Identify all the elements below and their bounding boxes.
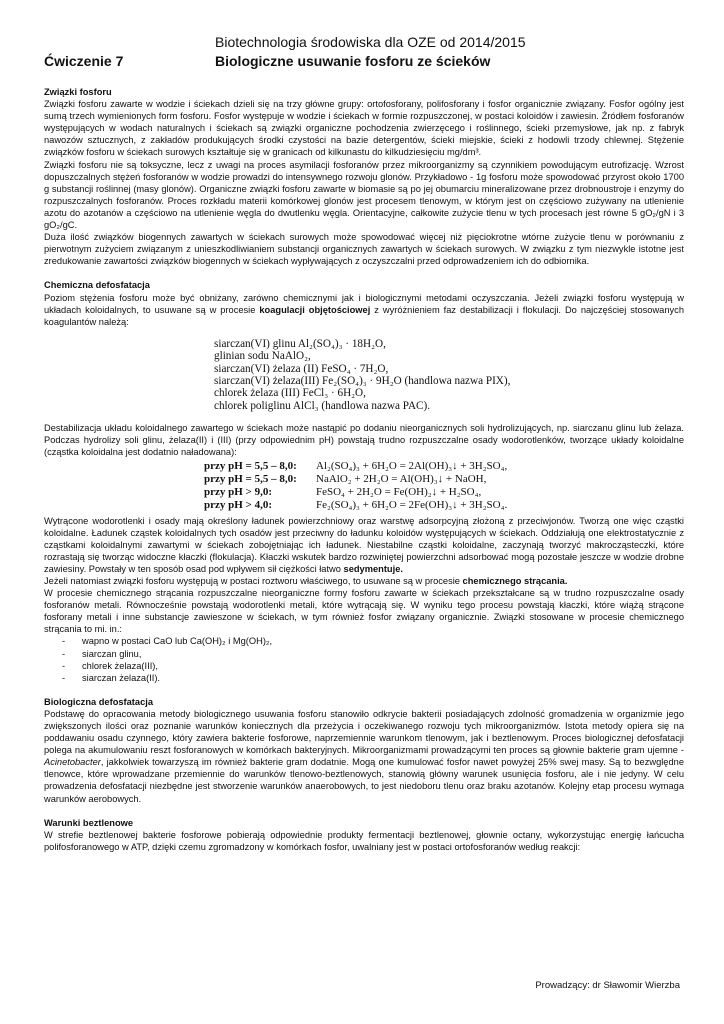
exercise-title: Biologiczne usuwanie fosforu ze ścieków bbox=[215, 53, 491, 69]
paragraph: W procesie chemicznego strącania rozpuszczalne nieorganiczne formy fosforu zawarte w ściekach przekształcane są w trudno rozpuszczalne osady fosforanów metali. Równocześnie powstają wodorotlenki metali, które wytrącają się. W wyniku tego procesu powstają kłaczki, które wiążą strącone fosforany metali i inne substancje zawieszone w ściekach, w tym również fosfor związany organicznie. Związki stosowane w procesie chemicznego strącania to mi. in.: bbox=[44, 588, 684, 635]
bold-term: chemicznego strącania. bbox=[462, 575, 568, 586]
list-item: - siarczan żelaza(II). bbox=[62, 672, 684, 684]
reaction-row bbox=[204, 460, 684, 473]
reaction-equation: Al₂(SO₄)₃ + 6H₂O = 2Al(OH)₃↓ + 3H₂SO₄, bbox=[316, 459, 508, 472]
reaction-condition: przy pH > 4,0: bbox=[204, 498, 272, 511]
paragraph: W strefie beztlenowej bakterie fosforowe pobierają odpowiednie produkty fermentacji beztlenowej, głownie octany, wykorzystując energię łańcucha polifosforanowego w ATP, dzięki czemu zgromadzony w komórkach fosfor, uwalniany jest w postaci ortofosforanów według reakcji: bbox=[44, 829, 684, 852]
list-item: - chlorek żelaza(III), bbox=[62, 660, 684, 672]
reaction-equation: NaAlO₂ + 2H₂O = Al(OH)₃↓ + NaOH, bbox=[316, 472, 487, 485]
reaction-condition: przy pH = 5,5 – 8,0: bbox=[204, 472, 297, 485]
paragraph: Związki fosforu nie są toksyczne, lecz z uwagi na proces asymilacji fosforanów przez mikroorganizmy są czynnikiem powodującym eutrofizację. Wzrost dopuszczalnych stężeń fosforanów w wodzie prowadzi do intensywnego rozwoju glonów. Przykładowo - 1g fosforu może spowodować przyrost około 1700 g substancji roślinnej (masy glonów). Organiczne związki fosforu zawarte w biomasie są po jej obumarciu mineralizowane przez drobnoustroje i enzymy do rozpuszczalnych fosforanów. Proces rozkładu materii komórkowej glonów jest procesem tlenowym, w którym jest on częściowo zużywany na utlenienie azotu do azotanów a częściowo na utlenienie węgla do dwutlenku węgla. Orientacyjne, całkowite zużycie tlenu w tych procesach jest równe 5 gO₂/gN i 3 gO₂/gC. bbox=[44, 159, 684, 231]
coagulant-item: glinian sodu NaAlO₂, bbox=[214, 350, 311, 363]
reaction-equation: Fe₂(SO₄)₃ + 6H₂O = 2Fe(OH)₃↓ + 3H₂SO₄. bbox=[316, 498, 508, 511]
exercise-number: Ćwiczenie 7 bbox=[44, 53, 124, 69]
section-heading-chemical-defosfatation: Chemiczna defosfatacja bbox=[44, 280, 150, 291]
bold-term: koagulacji objętościowej bbox=[259, 304, 371, 315]
section-heading-phosphorus-compounds: Związki fosforu bbox=[44, 87, 112, 97]
coagulant-list bbox=[214, 338, 684, 412]
reaction-condition: przy pH = 5,5 – 8,0: bbox=[204, 459, 297, 472]
reaction-condition: przy pH > 9,0: bbox=[204, 485, 272, 498]
italic-term: Acinetobacter bbox=[44, 757, 101, 768]
paragraph: Destabilizacja układu koloidalnego zawartego w ściekach może nastąpić po dodaniu nieorganicznych soli hydrolizujących, np. siarczanu glinu lub żelaza. Podczas hydrolizy soli glinu, żelaza(II) i (III) (przy odpowiednim pH) powstają trudno rozpuszczalne osady wodorotlenków, tworzące układy koloidalne (cząstka koloidalna jest dodatnio naładowana): bbox=[44, 423, 684, 458]
paragraph: Jeżeli natomiast związki fosforu występują w postaci roztworu właściwego, to usuwane są w procesie chemicznego strącania. bbox=[44, 575, 568, 586]
document-body bbox=[44, 86, 684, 853]
paragraph: Podstawę do opracowania metody biologicznego usuwania fosforu stanowiło odkrycie bakterii posiadających zdolność gromadzenia w organizmie jego zwiększonych ilości oraz poznanie warunków koniecznych dla przeżycia i oczekiwanego rozwoju tych mikroorganizmów. Istota metody opiera się na poddawaniu osadu czynnego, który zawiera bakterie fosforowe, naprzemiennie warunkom tlenowym, jak i beztlenowym. Proces biologicznej defosfatacji polega na akumulowaniu reszt fosforanowych w komórkach bakteryjnych. Mikroorganizmami prowadzącymi ten proces są głownie bakterie gram ujemne - Acinetobacter, jakkolwiek towarzyszą im również bakterie gram dodatnie. Mogą one kumulować fosfor nawet powyżej 25% swej masy. Są to bezwględne tlenowce, które wprowadzane przemiennie do warunków tlenowo-beztlenowych, stanowią główny warunek usunięcia fosforu, ale i nie jedyny. W celu prowadzenia defosfatacji niezbędne jest stworzenie warunków anaerobowych, to jest niedoboru tlenu oraz braku azotanów. Kolejny etap procesu wymaga warunków aerobowych. bbox=[44, 708, 684, 804]
coagulant-item: siarczan(VI) żelaza (II) FeSO₄ · 7H₂O, bbox=[214, 362, 389, 375]
list-item: - siarczan glinu, bbox=[62, 648, 684, 660]
section-heading-anaerobic-conditions: Warunki beztlenowe bbox=[44, 817, 134, 828]
section-heading-biological-defosfatation: Biologiczna defosfatacja bbox=[44, 696, 154, 707]
coagulant-item: siarczan(VI) żelaza(III) Fe₂(SO₄)₃ · 9H₂O (handlowa nazwa PIX), bbox=[214, 375, 511, 387]
paragraph: Poziom stężenia fosforu może być obniżany, zarówno chemicznymi jak i biologicznymi metodami oczyszczania. Jeżeli związki fosforu występują w układach koloidalnych, to usuwane są w procesie koagulacji objętościowej z wyróżnieniem faz destabilizacji i flokulacji. Do najczęściej stosowanych koagulantów należą: bbox=[44, 292, 684, 327]
coagulant-item: chlorek poliglinu AlCl₃ (handlowa nazwa PAC). bbox=[214, 399, 431, 412]
coagulant-item: chlorek żelaza (III) FeCl₃ · 6H₂O, bbox=[214, 387, 366, 400]
paragraph: Związki fosforu zawarte w wodzie i ściekach dzieli się na trzy główne grupy: ortofosforany, polifosforany i fosfor organicznie związany. Fosfor ogólny jest sumą trzech wymienionych form fosforu. Fosfor występuje w wodzie i ściekach w formie rozpuszczonej, w postaci koloidów i zawiesin. Źródłem fosforanów występujących w wodach naturalnych i ściekach są związki organiczne pochodzenia zwierzęcego i roślinnego, ścieki przemysłowe, jak np. z fabryk nawozów sztucznych, z zakładów produkujących środki czystości na bazie detergentów, ścieki miejskie, ścieki z hodowli trzody chlewnej. Stężenie związków fosforu w ściekach surowych kształtuje się w granicach od kilkunastu do kilkudziesięciu mg/dm³. bbox=[44, 99, 684, 158]
list-item: - wapno w postaci CaO lub Ca(OH)₂ i Mg(OH)₂, bbox=[62, 635, 684, 647]
course-title: Biotechnologia środowiska dla OZE od 2014/2015 bbox=[215, 34, 526, 50]
paragraph: Duża ilość związków biogennych zawartych w ściekach surowych może spowodować więcej niż pięciokrotne wtórne zużycie tlenu w porównaniu z pierwotnym zużyciem związanym z unieszkodliwianiem substancji organicznych zawartych w ściekach surowych. W związku z tym niezwykle istotne jest zredukowanie zawartości związków biogennych w ściekach wypływających z oczyszczalni przed odprowadzeniem ich do odbiornika. bbox=[44, 232, 684, 267]
reaction-equation: FeSO₄ + 2H₂O = Fe(OH)₂↓ + H₂SO₄, bbox=[316, 485, 482, 498]
coagulant-item: siarczan(VI) glinu Al₂(SO₄)₃ · 18H₂O, bbox=[214, 337, 386, 350]
reaction-row bbox=[204, 486, 684, 499]
lecturer-footer: Prowadzący: dr Sławomir Wierzba bbox=[535, 980, 680, 991]
paragraph: Wytrącone wodorotlenki i osady mają określony ładunek powierzchniowy oraz warstwę adsorpcyjną złożoną z przeciwjonów. Tworzą one więc cząstki koloidalne. Ładunek cząstek koloidalnych tych osadów jest przeciwny do ładunku koloidów występujących w ściekach. Oddziałują one elektrostatycznie z cząstkami koloidalnymi zawartymi w ściekach zobojętniając ich ładunek. Niestabilne cząstki koloidalne, zaczynają tworzyć makrocząsteczki, które rozrastają się tworząc widoczne kłaczki (flokulacja). Kłaczki wskutek bardzo rozwiniętej powierzchni adsorbować mogą pozostałe jeszcze w wodzie drobne zawiesiny. Powstały w ten sposób osad pod wpływem sił ciężkości łatwo sedymentuje. bbox=[44, 515, 684, 574]
bold-term: sedymentuje. bbox=[343, 563, 403, 574]
reaction-row bbox=[204, 499, 684, 512]
reaction-row bbox=[204, 473, 684, 486]
precipitant-list bbox=[44, 635, 684, 683]
reaction-list bbox=[204, 460, 684, 512]
